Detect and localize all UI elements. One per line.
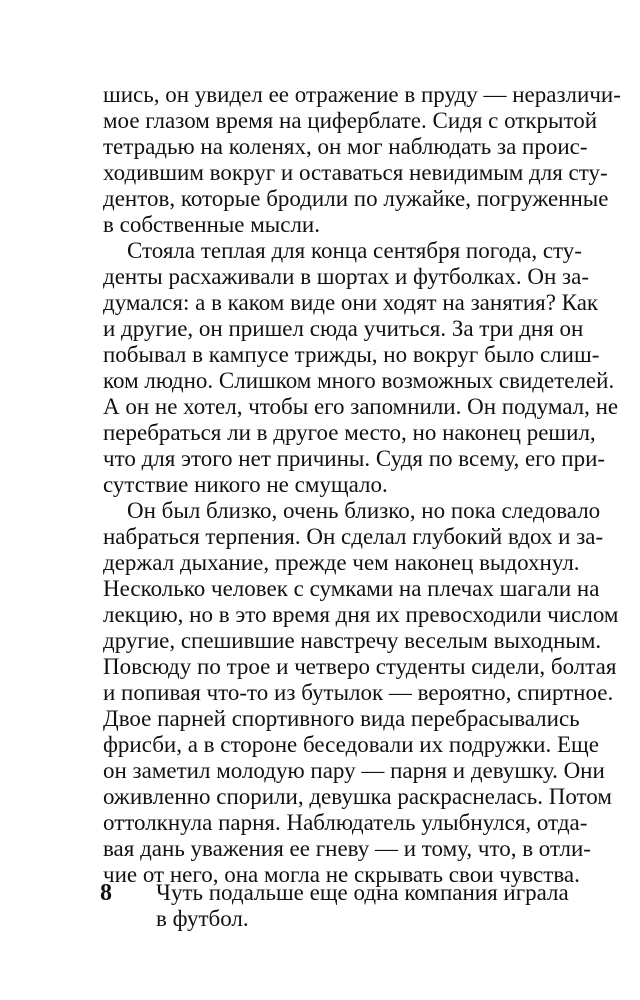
text-line: Несколько человек с сумками на плечах шагали на: [103, 576, 600, 601]
text-line: ходившим вокруг и оставаться невидимым для сту-: [103, 160, 608, 185]
text-line: другие, спешившие навстречу веселым выходным.: [103, 628, 602, 653]
text-line: лекцию, но в это время дня их превосходили числом: [103, 602, 619, 627]
text-line: Двое парней спортивного вида перебрасывались: [103, 706, 580, 731]
text-line: в футбол.: [156, 906, 249, 931]
text-line: в собственные мысли.: [103, 212, 320, 237]
text-line: сутствие никого не смущало.: [103, 472, 388, 497]
text-line: и попивая что-то из бутылок — вероятно, спиртное.: [103, 680, 614, 705]
text-line: тетрадью на коленях, он мог наблюдать за проис-: [103, 134, 588, 159]
paragraph-first-line: Он был близко, очень близко, но пока следовало: [127, 498, 601, 523]
text-line: думался: а в каком виде они ходят на занятия? Как: [103, 290, 599, 315]
text-line: он заметил молодую пару — парня и девушку. Они: [103, 758, 605, 783]
text-line: перебраться ли в другое место, но наконец решил,: [103, 420, 596, 445]
paragraph-first-line: Чуть подальше еще одна компания играла: [156, 880, 569, 905]
text-line: дентов, которые бродили по лужайке, погруженные: [103, 186, 609, 211]
text-line: А он не хотел, чтобы его запомнили. Он подумал, не: [103, 394, 619, 419]
text-line: побывал в кампусе трижды, но вокруг было слиш-: [103, 342, 600, 367]
page-number: 8: [100, 880, 112, 906]
text-line: Повсюду по трое и четверо студенты сидели, болтая: [103, 654, 617, 679]
paragraph-first-line: Стояла теплая для конца сентября погода, сту-: [127, 238, 582, 263]
text-line: вая дань уважения ее гневу — и тому, что, в отли-: [103, 836, 591, 861]
text-line: что для этого нет причины. Судя по всему, его при-: [103, 446, 606, 471]
text-line: ком людно. Слишком много возможных свидетелей.: [103, 368, 615, 393]
text-line: держал дыхание, прежде чем наконец выдохнул.: [103, 550, 580, 575]
text-line: оживленно спорили, девушка раскраснелась. Потом: [103, 784, 612, 809]
text-line: и другие, он пришел сюда учиться. За три дня он: [103, 316, 584, 341]
text-line: шись, он увидел ее отражение в пруду — неразличи-: [103, 82, 621, 107]
text-line: фрисби, а в стороне беседовали их подружки. Еще: [103, 732, 599, 757]
text-line: мое глазом время на циферблате. Сидя с открытой: [103, 108, 598, 133]
text-line: чие от него, она могла не скрывать свои чувства.: [103, 862, 580, 887]
text-line: набраться терпения. Он сделал глубокий вдох и за-: [103, 524, 604, 549]
text-line: оттолкнула парня. Наблюдатель улыбнулся, отда-: [103, 810, 588, 835]
text-line: денты расхаживали в шортах и футболках. Он за-: [103, 264, 589, 289]
